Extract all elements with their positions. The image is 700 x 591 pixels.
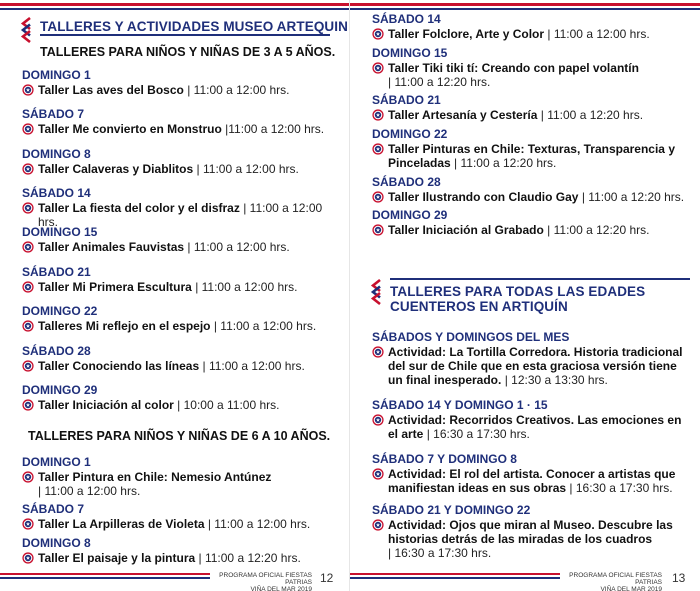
section-rule [390, 278, 690, 280]
section-title: TALLERES Y ACTIVIDADES MUSEO ARTEQUIN [40, 19, 348, 34]
top-stripe-blue [0, 8, 350, 10]
event-item [372, 208, 692, 237]
event-line [372, 467, 692, 495]
event-title: Taller Las aves del Bosco [38, 83, 184, 97]
section-title-1: TALLERES PARA TODAS LAS EDADES [390, 284, 646, 299]
chile-cockade-icon [22, 281, 34, 293]
event-day: SÁBADO 21 [372, 93, 441, 107]
event-line [372, 142, 692, 170]
event-day: DOMINGO 15 [22, 225, 98, 239]
event-item [22, 455, 342, 498]
event-item [372, 330, 692, 387]
chile-cockade-icon [372, 191, 384, 203]
chile-cockade-icon [22, 202, 34, 214]
event-day: DOMINGO 29 [372, 208, 448, 222]
event-hours: | 11:00 a 12:00 hrs. [207, 517, 311, 531]
event-item [22, 107, 342, 136]
event-day: SÁBADO 14 [372, 12, 441, 26]
chevron-stack-icon [20, 17, 32, 43]
event-hours: | 11:00 a 12:20 hrs. [454, 156, 557, 170]
footer-line-1: PROGRAMA OFICIAL FIESTAS PATRIAS [219, 572, 312, 586]
event-hours: | 11:00 a 12:00 hrs. [213, 319, 317, 333]
footer [0, 569, 350, 591]
event-title: Taller Iniciación al Grabado [388, 223, 544, 237]
event-item [372, 93, 692, 122]
event-line [22, 240, 342, 254]
event-hours: | 16:30 a 17:30 hrs. [569, 481, 673, 495]
event-day: DOMINGO 8 [22, 536, 91, 550]
event-day: SÁBADO 7 [22, 502, 85, 516]
event-hours: | 11:00 a 12:00 hrs. [547, 27, 650, 41]
event-title: Taller La fiesta del color y el disfraz [38, 201, 240, 215]
event-line [22, 162, 342, 176]
footer-stripe-red [350, 573, 560, 575]
event-line [22, 122, 342, 136]
event-line [372, 108, 692, 122]
chile-cockade-icon [372, 519, 384, 531]
event-hours: | 11:00 a 12:00 hrs. [202, 359, 305, 373]
event-hours: | 11:00 a 12:00 hrs. [196, 162, 299, 176]
event-item [372, 452, 692, 495]
event-title: Taller Ilustrando con Claudio Gay [388, 190, 579, 204]
group-title-3-5: TALLERES PARA NIÑOS Y NIÑAS DE 3 A 5 AÑOS. [40, 45, 336, 59]
event-line [22, 551, 342, 565]
event-item [22, 502, 342, 531]
chile-cockade-icon [22, 123, 34, 135]
chile-cockade-icon [22, 241, 34, 253]
event-item [22, 186, 342, 229]
chile-cockade-icon [22, 518, 34, 530]
event-line [22, 470, 342, 484]
chile-cockade-icon [22, 84, 34, 96]
right-page [350, 0, 700, 591]
event-day: DOMINGO 15 [372, 46, 448, 60]
event-title: Taller Calaveras y Diablitos [38, 162, 194, 176]
group-title-6-10: TALLERES PARA NIÑOS Y NIÑAS DE 6 A 10 AÑOS. [28, 429, 331, 443]
event-item [22, 225, 342, 254]
event-title: Taller Tiki tiki tí: Creando con papel volantín [388, 61, 639, 75]
event-day: SÁBADO 21 Y DOMINGO 22 [372, 503, 531, 517]
event-title: Taller Pintura en Chile: Nemesio Antúnez [38, 470, 272, 484]
footer-stripe-blue [0, 577, 210, 579]
chile-cockade-icon [22, 320, 34, 332]
event-item [22, 304, 342, 333]
event-hours: | 16:30 a 17:30 hrs. [388, 546, 492, 560]
event-hours: | 11:00 a 12:00 hrs. [187, 83, 290, 97]
event-hours: |11:00 a 12:00 hrs. [225, 122, 325, 136]
event-line [22, 280, 342, 294]
event-line [22, 398, 342, 412]
event-title: Taller Conociendo las líneas [38, 359, 200, 373]
page-number: 13 [672, 571, 686, 585]
event-hours: | 11:00 a 12:00 hrs. [38, 201, 323, 229]
section-rule [40, 34, 330, 36]
chile-cockade-icon [372, 28, 384, 40]
event-item [22, 68, 342, 97]
chile-cockade-icon [372, 414, 384, 426]
event-item [22, 383, 342, 412]
event-title: Taller La Arpilleras de Violeta [38, 517, 205, 531]
footer-stripe-blue [350, 577, 560, 579]
chile-cockade-icon [372, 109, 384, 121]
event-day: SÁBADO 21 [22, 265, 91, 279]
footer-text [212, 572, 312, 591]
event-line [22, 359, 342, 373]
event-title: Actividad: Recorridos Creativos. Las emociones en el arte [388, 413, 682, 441]
section-title-2: CUENTEROS EN ARTIQUÍN [390, 299, 568, 314]
event-hours: | 10:00 a 11:00 hrs. [177, 398, 280, 412]
chile-cockade-icon [22, 552, 34, 564]
event-hours: | 16:30 a 17:30 hrs. [426, 427, 530, 441]
chile-cockade-icon [372, 224, 384, 236]
event-line [372, 27, 692, 41]
event-line [22, 517, 342, 531]
event-day: SÁBADO 14 Y DOMINGO 1 · 15 [372, 398, 548, 412]
event-day: DOMINGO 8 [22, 147, 91, 161]
event-hours: | 11:00 a 12:00 hrs. [187, 240, 290, 254]
event-hours: | 11:00 a 12:00 hrs. [195, 280, 298, 294]
event-day: DOMINGO 1 [22, 455, 91, 469]
event-title: Taller Me convierto en Monstruo [38, 122, 222, 136]
event-title: Actividad: La Tortilla Corredora. Historia tradicional del sur de Chile que en esta graciosa versión tiene un final inesperado. [388, 345, 683, 387]
event-line [372, 190, 692, 204]
event-line [372, 345, 692, 387]
event-title: Taller Artesanía y Cestería [388, 108, 538, 122]
event-title: Taller Pinturas en Chile: Texturas, Transparencia y Pinceladas [388, 142, 675, 170]
footer-line-2: VIÑA DEL MAR 2019 [600, 586, 662, 591]
event-item [22, 147, 342, 176]
event-hours: | 11:00 a 12:20 hrs. [547, 223, 650, 237]
chile-cockade-icon [372, 143, 384, 155]
event-hours: | 11:00 a 12:20 hrs. [581, 190, 685, 204]
event-item [372, 398, 692, 441]
footer-line-1: PROGRAMA OFICIAL FIESTAS PATRIAS [569, 572, 662, 586]
event-title: Actividad: El rol del artista. Conocer a artistas que manifiestan ideas en sus obras [388, 467, 676, 495]
event-day: SÁBADO 7 [22, 107, 85, 121]
event-line [372, 413, 692, 441]
event-line [372, 61, 692, 75]
event-item [372, 127, 692, 170]
event-hours: | 11:00 a 12:00 hrs. [38, 484, 141, 498]
event-day: DOMINGO 22 [372, 127, 448, 141]
event-line [22, 319, 342, 333]
event-item [372, 503, 692, 560]
footer-text [562, 572, 662, 591]
chile-cockade-icon [372, 62, 384, 74]
event-day: DOMINGO 22 [22, 304, 98, 318]
event-day: SÁBADO 28 [22, 344, 91, 358]
event-day: DOMINGO 29 [22, 383, 98, 397]
chile-cockade-icon [22, 471, 34, 483]
event-item [372, 175, 692, 204]
event-title: Taller El paisaje y la pintura [38, 551, 196, 565]
footer-stripe-red [0, 573, 210, 575]
event-title: Taller Animales Fauvistas [38, 240, 185, 254]
event-line [372, 223, 692, 237]
event-hours: | 11:00 a 12:20 hrs. [388, 75, 491, 89]
top-stripe-blue [350, 8, 700, 10]
event-item [22, 536, 342, 565]
event-title: Taller Mi Primera Escultura [38, 280, 192, 294]
event-line [22, 83, 342, 97]
event-hours: | 12:30 a 13:30 hrs. [504, 373, 608, 387]
event-item [372, 46, 692, 89]
event-title: Taller Folclore, Arte y Color [388, 27, 545, 41]
event-title: Actividad: Ojos que miran al Museo. Descubre las historias detrás de las miradas de los cuadros [388, 518, 673, 546]
event-item [372, 12, 692, 41]
event-day: SÁBADO 7 Y DOMINGO 8 [372, 452, 517, 466]
event-line [372, 518, 692, 546]
chile-cockade-icon [22, 399, 34, 411]
event-title: Taller Iniciación al color [38, 398, 174, 412]
chile-cockade-icon [22, 163, 34, 175]
event-day: DOMINGO 1 [22, 68, 91, 82]
event-hours: | 11:00 a 12:20 hrs. [540, 108, 644, 122]
chile-cockade-icon [372, 346, 384, 358]
chile-cockade-icon [22, 360, 34, 372]
footer-line-2: VIÑA DEL MAR 2019 [250, 586, 312, 591]
event-hours: | 11:00 a 12:20 hrs. [198, 551, 301, 565]
event-title: Talleres Mi reflejo en el espejo [38, 319, 211, 333]
footer [350, 569, 700, 591]
event-day: SÁBADO 14 [22, 186, 91, 200]
chevron-stack-icon [370, 279, 382, 305]
event-item [22, 344, 342, 373]
event-day: SÁBADOS Y DOMINGOS DEL MES [372, 330, 570, 344]
event-day: SÁBADO 28 [372, 175, 441, 189]
section-heading [390, 284, 645, 314]
event-item [22, 265, 342, 294]
chile-cockade-icon [372, 468, 384, 480]
top-stripe-red [350, 3, 700, 6]
page-number: 12 [320, 571, 334, 585]
top-stripe-red [0, 3, 350, 6]
